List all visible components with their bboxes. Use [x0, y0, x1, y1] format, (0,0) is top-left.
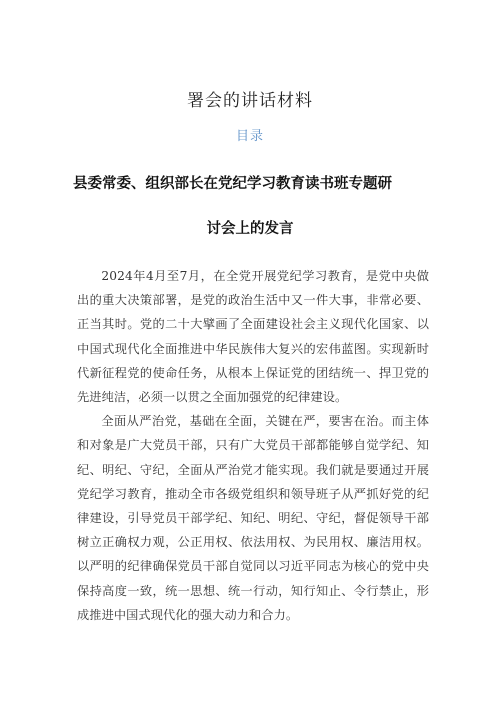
paragraph-2: 全面从严治党，基础在全面，关键在严，要害在治。而主体和对象是广大党员干部，只有广大党员干部都能够自觉学纪、知纪、明纪、守纪，全面从严治党才能实现。我们就是要通过开展党纪学习教育，推动全市各级党组织和领导班子从严抓好党的纪律建设，引导党员干部学纪、知纪、明纪、守纪，督促领导干部树立正确权力观，公正用权、依法用权、为民用权、廉洁用权。以严明的纪律确保党员干部自觉同以习近平同志为核心的党中央保持高度一致，统一思想、统一行动，知行知止、令行禁止，形成推进中国式现代化的强大动力和合力。 [77, 414, 429, 622]
speech-heading-line-1: 县委常委、组织部长在党纪学习教育读书班专题研 [73, 176, 392, 192]
paragraph-1: 2024年4月至7月，在全党开展党纪学习教育，是党中央做出的重大决策部署，是党的政治生活中又一件大事，非常必要、正当其时。党的二十大擘画了全面建设社会主义现代化国家、以中国式现代化全面推进中华民族伟大复兴的宏伟蓝图。实现新时代新征程党的使命任务，从根本上保证党的团结统一、捍卫党的先进纯洁，必须一以贯之全面加强党的纪律建设。 [77, 269, 429, 405]
document-title: 署会的讲话材料 [187, 91, 313, 111]
speech-body [77, 264, 429, 627]
speech-heading-line-2: 讨会上的发言 [206, 221, 294, 237]
toc-link[interactable]: 目录 [235, 129, 264, 144]
